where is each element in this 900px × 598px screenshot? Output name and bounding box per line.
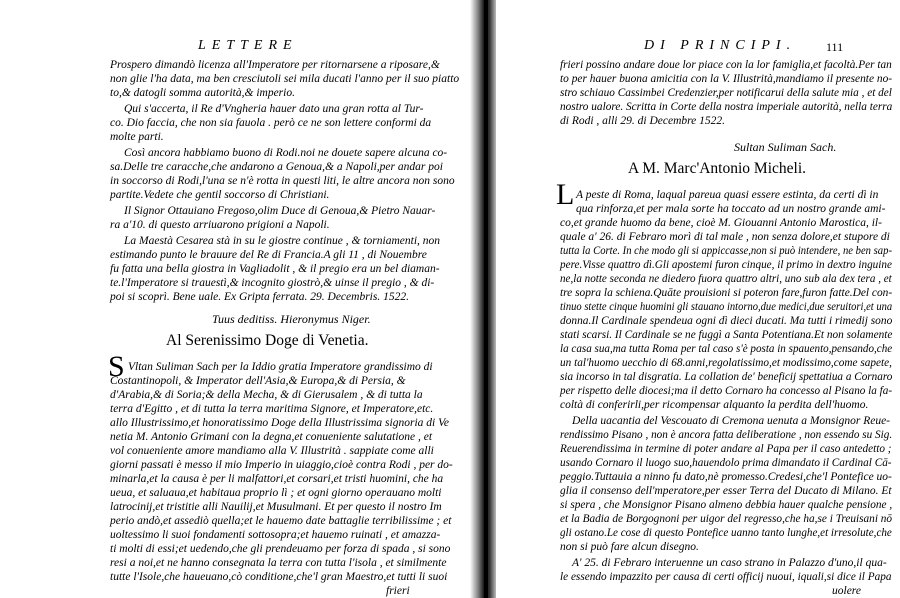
right-body-line: pere.Visse quattro dì.Gli apostemi furon cinque, il primo in dextro inguine — [560, 259, 892, 271]
right-body-line: per rispetto delle diocesi;ma il detto Cornaro ha concesso al Pisano la fa- — [560, 385, 893, 397]
right-body-line: A' 25. di Febraro interuenne un caso strano in Palazzo d'uno,il qua- — [572, 557, 887, 569]
right-body-line: Reuerendissima in termine di poter andare al Papa per il caso antedetto ; — [560, 443, 892, 455]
left-body-line: ueua, et saluaua,et habitaua proprio lì ; et ogni giorno operauano molti — [110, 487, 442, 499]
left-top-line: co. Dio faccia, che non sia fauola . però ce ne son lettere conformi da — [110, 117, 432, 129]
right-body-line: sia incorso in tal disgratia. La collation de' beneficij spettatiua a Cornaro — [560, 371, 893, 383]
left-body-line: netia M. Antonio Grimani con la degna,et conueniente salutatione , et — [110, 431, 433, 443]
right-body-line: la casa sua,ma tutta Roma per tal caso s'è posta in spauento,pensando,che — [560, 343, 893, 355]
left-body-line: ti molti di essi;et uedendo,che gli prendeuamo per forza di spada , si sono — [110, 543, 451, 555]
right-body-line: glia il consenso dell'mperatore,per esser Terra del Ducato di Milano. Et — [560, 485, 892, 497]
right-top-line: to per hauer buona amicitia con la V. Illustrità,mandiamo il presente no- — [560, 73, 893, 85]
right-running-head: DI PRINCIPI. — [644, 38, 797, 53]
left-body-line: allo Illustrissimo,et honoratissimo Doge della Illustrissima signoria di Ve — [110, 417, 449, 429]
right-body-line: quale a' 26. di Febraro morì di tal male , non senza dolore,et stupore di — [560, 231, 890, 243]
left-body-line: uoltessimo li suoi fondamenti sottosopra;et hauemo ruinati , et amazza- — [110, 529, 441, 541]
left-top-line: Qui s'accerta, il Re d'Vngheria hauer dato una gran rotta al Tur- — [124, 103, 424, 115]
right-body-line: qua rinforza,et per mala sorte ha toccato ad un nostro grande ami- — [576, 203, 886, 215]
right-body-line: Della uacantia del Vescouato di Cremona uenuta a Monsignor Reue- — [572, 415, 891, 427]
left-body-line: tutte l'Isole,che haueuano,cò conditione,che'l gran Maestro,et tutti li suoi — [110, 571, 448, 583]
page-number: 111 — [826, 40, 844, 54]
left-body-line: terra d'Egitto , et di tutta la terra maritima Signore, et Imperatore,etc. — [110, 403, 434, 415]
left-body-line: latrocinij,et tristitie alli Nauilij,et Musulmani. Et per questo il nostro Im — [110, 501, 442, 513]
left-body-line: resi a noi,et ne hanno consegnata la terra con tutta l'isola , et similmente — [110, 557, 447, 569]
right-top-line: nostro ualore. Scritta in Corte della nostra imperiale autorità, nella terra — [560, 101, 893, 113]
left-top-line: Così ancora habbiamo buono di Rodi.noi ne douete sapere alcuna co- — [124, 147, 448, 159]
left-dropcap: S — [108, 350, 125, 383]
right-top-line: frieri possino andare doue lor piace con la lor famiglia,et facoltà.Per tan — [560, 59, 892, 71]
left-top-line: fu fatta una bella giostra in Vagliadolit , & il pregio era un bel diaman- — [110, 263, 440, 275]
right-signature: Sultan Suliman Sach. — [734, 140, 837, 154]
left-top-line: La Maestà Cesarea stà in su le giostre continue , & torniamenti, non — [124, 235, 441, 247]
right-body-line: tinuo stette cinque huomini gli stauano intorno,due medici,due seruitori,et una — [560, 301, 893, 313]
right-body-line: usando Cornaro il luogo suo,hauendolo prima dimandato il Cardinal Cā- — [560, 457, 892, 469]
left-body-line: perio andò,et assediò quella;et le hauemo date battaglie terribilissime ; et — [110, 515, 452, 527]
gutter-edge — [484, 0, 488, 598]
left-body-line: Vltan Suliman Sach per la Iddio gratia Imperatore grandissimo di — [128, 361, 433, 373]
right-body-line: co,et grande huomo da bene, cioè M. Giouanni Antonio Marostica, il- — [560, 217, 882, 229]
left-top-line: in soccorso di Rodi,l'una se n'è rotta in questi liti, le altre ancora non sono — [110, 175, 455, 187]
left-body-line: vol conueniente amore mandiamo alla V. Illustrità . sappiate come alli — [110, 445, 434, 457]
left-body-line: minarla,et la causa è per li malfattori,et corsari,et tristi huomini, che ha — [110, 473, 444, 485]
left-top-line: ra a'10. di questo arriuarono prigioni a Napoli. — [110, 219, 330, 231]
right-letter-heading: A M. Marc'Antonio Micheli. — [628, 160, 807, 177]
right-body-line: peggio.Tuttauia a ninno fu dato,nè promesso.Credesi,che'l Pontefice uo- — [560, 471, 892, 483]
right-dropcap: L — [556, 178, 575, 211]
right-body-line: et la Badia de Borgognoni per uigor del regresso,che ha,se i Treuisani nō — [560, 513, 893, 525]
left-top-line: poi si scoprì. Bene uale. Ex Gripta ferrata. 29. Decembris. 1522. — [110, 291, 409, 303]
left-top-line: Prospero dimandò licenza all'Imperatore per ritornarsene a riposare,& — [110, 59, 440, 71]
left-top-line: estimando punto le brauure del Re di Francia.A gli 11 , di Nouembre — [110, 249, 427, 261]
left-top-line: molte parti. — [110, 131, 164, 143]
left-top-line: te.l'Imperatore si trauestì,& incognito giostrò,& uinse il pregio , & di- — [110, 277, 435, 289]
right-top-line: di Rodi , alli 29. di Decembre 1522. — [560, 115, 726, 127]
left-running-head: LETTERE — [198, 38, 298, 53]
left-top-line: non glie l'ha data, ma ben cresciutoli sei mila ducati l'anno per il suo piatto — [110, 73, 460, 85]
right-body-line: stati scarsi. Il Cardinale se ne fuggì a Santa Potentiana.Et non solamente — [560, 329, 893, 341]
left-signature: Tuus deditiss. Hieronymus Niger. — [212, 312, 371, 326]
left-top-line: sa.Delle tre caracche,che andarono a Genoua,& a Napoli,per andar poi — [110, 161, 443, 173]
right-body-line: tutta la Corte. In che modo gli si appiccasse,non si può intendere, ne ben sap- — [560, 245, 892, 257]
left-top-line: Il Signor Ottauiano Fregoso,olim Duce di Genoua,& Pietro Nauar- — [124, 205, 436, 217]
right-catchword: uolere — [832, 585, 861, 597]
right-top-line: stro schiauo Cassimbei Credenzier,per notificarui della salute mia , et del — [560, 87, 892, 99]
right-body-line: A peste di Roma, laqual pareua quasi essere estinta, da certi dì in — [576, 189, 879, 201]
left-body-line: Costantinopoli, & Imperator dell'Asia,& Europa,& di Persia, & — [110, 375, 406, 387]
left-letter-heading: Al Serenissimo Doge di Venetia. — [166, 332, 369, 349]
left-body-line: giorni passati è messo il mio Imperio in uiaggio,cioè contra Rodi , per do- — [110, 459, 453, 471]
right-body-line: donna.Il Cardinale spendeua ogni dì dieci ducati. Ma tutti i rimedij sono — [560, 315, 893, 327]
right-body-line: gli ostano.Le cose di questo Pontefice uanno tanto lunghe,et irresolute,che — [560, 527, 892, 539]
right-body-line: non si può fare alcun disegno. — [560, 541, 699, 553]
right-body-line: tre sopra la schiena.Quāte prouisioni si poteron fare,furon fatte.Del con- — [560, 287, 893, 299]
right-body-line: rendissimo Pisano , non è ancora fatta deliberatione , non essendo su Sig. — [560, 429, 893, 441]
right-body-line: un tal'huomo uecchio di 68.anni,regolatissimo,et modissimo,come sapete, — [560, 357, 892, 369]
left-catchword: frieri — [386, 585, 410, 597]
book-gutter — [470, 0, 496, 598]
left-body-line: d'Arabia,& di Soria;& della Mecha, & di Gierusalem , & di tutta la — [110, 389, 423, 401]
right-body-line: si spera , che Monsignor Pisano almeno debbia hauer qualche pensione , — [560, 499, 893, 511]
right-body-line: le essendo impazzito per causa di certi officij nuoui, iquali,si dice il Papa — [560, 571, 892, 583]
left-top-line: to,& datogli somma autorità,& imperio. — [110, 87, 295, 99]
right-body-line: ne,la notte seconda ne diedero fuora quattro altri, uno sub ala dex tera , et — [560, 273, 892, 285]
left-top-line: partite.Vedete che gentil soccorso di Christiani. — [110, 189, 330, 201]
right-page — [496, 0, 900, 598]
right-body-line: coltà di conferirli,per ricompensar alquanto la perdita dell'huomo. — [560, 399, 869, 411]
